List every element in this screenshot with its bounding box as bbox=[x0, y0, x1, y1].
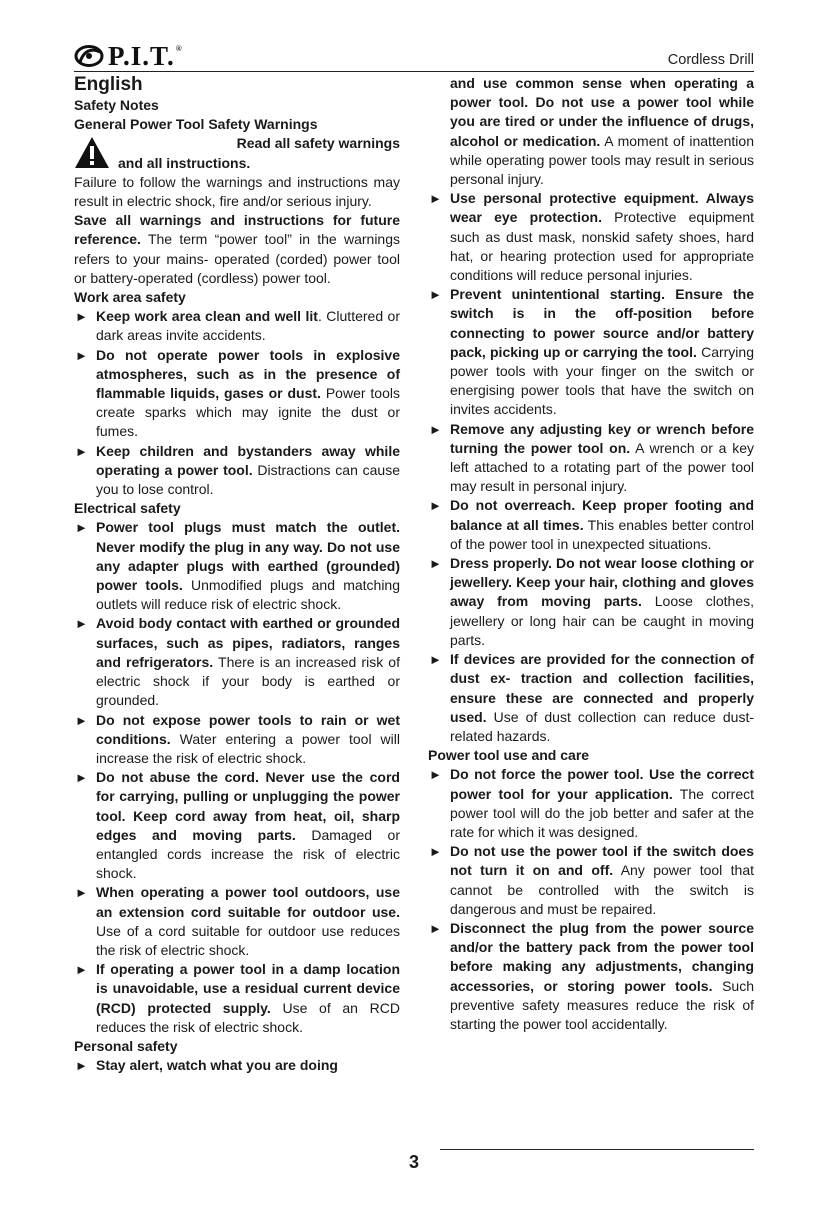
bullet-bold: Prevent unintentional starting. Ensure the switch is in the off-position before connecting to power source and/or battery pack, picking up or carrying the tool. bbox=[450, 286, 754, 360]
bullet-bold: Remove any adjusting key or wrench before turning the power tool on. bbox=[450, 420, 754, 456]
read-warnings-line2: and all instructions. bbox=[118, 154, 251, 171]
bullet-text: A moment of inattention while operating power tools may result in serious personal injury. bbox=[450, 132, 754, 188]
bullet-continuation bbox=[428, 74, 754, 189]
bullet-bold: Do not abuse the cord. Never use the cord for carrying, pulling or unplugging the power tool. Keep cord away from heat, oil, sharp edges and moving parts. bbox=[96, 769, 400, 843]
bullet-arrow-icon: ► bbox=[429, 767, 442, 783]
bullet-arrow-icon: ► bbox=[75, 520, 88, 536]
electrical-heading: Electrical safety bbox=[74, 500, 181, 517]
bullet-bold: Do not use the power tool if the switch does not turn it on and off. bbox=[450, 843, 754, 879]
bullet-arrow-icon: ► bbox=[75, 962, 88, 978]
bullet-item bbox=[74, 346, 400, 442]
read-warnings-notice bbox=[74, 134, 400, 172]
bullet-text: A wrench or a key left attached to a rotating part of the power tool may result in personal injury. bbox=[450, 439, 754, 495]
bullet-text: Such preventive safety measures reduce the risk of starting the power tool accidentally. bbox=[450, 977, 754, 1032]
bullet-bold: Use personal protective equipment. Always wear eye protection. bbox=[450, 190, 754, 226]
bullet-item bbox=[428, 496, 754, 554]
bullet-item bbox=[74, 442, 400, 500]
bullet-bold: Keep work area clean and well lit bbox=[96, 308, 318, 325]
bullet-item bbox=[428, 765, 754, 842]
warning-triangle-icon bbox=[74, 136, 110, 169]
bullet-text: Damaged or entangled cords increase the risk of electric shock. bbox=[96, 826, 400, 882]
save-text: The term “power tool” in the warnings refers to your mains- operated (corded) power tool or battery-operated (cordless) power tool. bbox=[74, 231, 400, 286]
bullet-item bbox=[428, 554, 754, 650]
bullet-item bbox=[74, 960, 400, 1037]
page-number: 3 bbox=[408, 1152, 419, 1172]
bullet-text: This enables better control of the power tool in unexpected situations. bbox=[450, 516, 754, 552]
brand-name: P.I.T. bbox=[108, 40, 175, 71]
bullet-bold: Dress properly. Do not wear loose clothing or jewellery. Keep your hair, clothing and gloves away from moving parts. bbox=[450, 555, 754, 610]
brand-logo bbox=[74, 42, 183, 70]
bullet-arrow-icon: ► bbox=[429, 191, 442, 207]
bullet-bold: Keep children and bystanders away while operating a power tool. bbox=[96, 442, 400, 478]
bullet-item bbox=[428, 842, 754, 919]
bullet-bold: Do not expose power tools to rain or wet conditions. bbox=[96, 711, 400, 747]
left-column bbox=[74, 74, 400, 1075]
bullet-arrow-icon: ► bbox=[75, 712, 88, 728]
bullet-text: Use of dust collection can reduce dust-related hazards. bbox=[450, 708, 754, 744]
bullet-text: Any power tool that cannot be controlled with the switch is dangerous and must be repaired. bbox=[450, 862, 754, 917]
bullet-item bbox=[428, 650, 754, 746]
bullet-text: Carrying power tools with your finger on the switch or energising power tools that have the switch on invites accidents. bbox=[450, 343, 754, 418]
bullet-item bbox=[428, 189, 754, 285]
bullet-arrow-icon: ► bbox=[75, 309, 88, 325]
bullet-text: Distractions can cause you to lose control. bbox=[96, 461, 400, 498]
bullet-item bbox=[74, 518, 400, 614]
bullet-arrow-icon: ► bbox=[75, 347, 88, 363]
save-paragraph bbox=[74, 211, 400, 288]
bullet-bold: If devices are provided for the connection of dust ex- traction and collection facilities, ensure these are connected and properly used. bbox=[450, 651, 754, 725]
bullet-text: There is an increased risk of electric shock if your body is earthed or grounded. bbox=[96, 653, 400, 709]
header-rule bbox=[74, 71, 754, 72]
failure-paragraph: Failure to follow the warnings and instructions may result in electric shock, fire and/or serious injury. bbox=[74, 173, 400, 210]
bullet-text: Use of a cord suitable for outdoor use reduces the risk of electric shock. bbox=[96, 922, 400, 958]
bullet-arrow-icon: ► bbox=[75, 616, 88, 632]
bullet-text: Protective equipment such as dust mask, nonskid safety shoes, hard hat, or hearing protection used for appropriate conditions will reduce personal injuries. bbox=[450, 209, 754, 284]
bullet-bold: Power tool plugs must match the outlet. Never modify the plug in any way. Do not use any adapter plugs with earthed (grounded) power tools. bbox=[96, 519, 400, 594]
registered-mark: ® bbox=[175, 43, 183, 53]
bullet-text: Power tools create sparks which may ignite the dust or fumes. bbox=[96, 385, 400, 440]
bullet-bold: Disconnect the plug from the power source and/or the battery pack from the power tool before making any adjustments, changing accessories, or storing power tools. bbox=[450, 919, 754, 994]
bullet-item bbox=[428, 420, 754, 497]
save-bold: Save all warnings and instructions for future reference. bbox=[74, 212, 400, 248]
bullet-bold: Do not overreach. Keep proper footing and balance at all times. bbox=[450, 497, 754, 533]
work-area-heading: Work area safety bbox=[74, 289, 186, 306]
bullet-bold: Stay alert, watch what you are doing bbox=[96, 1057, 338, 1074]
product-name: Cordless Drill bbox=[667, 52, 754, 68]
bullet-bold: When operating a power tool outdoors, use an extension cord suitable for outdoor use. bbox=[96, 884, 400, 920]
bullet-item bbox=[74, 711, 400, 769]
safety-notes-heading: Safety Notes bbox=[74, 97, 159, 113]
use-care-heading: Power tool use and care bbox=[428, 747, 590, 764]
read-warnings-line1: Read all safety warnings bbox=[236, 135, 400, 152]
bullet-bold: If operating a power tool in a damp location is unavoidable, use a residual current device (RCD) protected supply. bbox=[96, 961, 400, 1016]
bullet-item bbox=[74, 1056, 400, 1075]
bullet-arrow-icon: ► bbox=[429, 287, 442, 303]
bullet-item bbox=[74, 614, 400, 710]
bullet-arrow-icon: ► bbox=[429, 556, 442, 572]
language-heading: English bbox=[74, 74, 143, 95]
bullet-item bbox=[428, 285, 754, 419]
bullet-text: Water entering a power tool will increase the risk of electric shock. bbox=[96, 730, 400, 766]
bullet-arrow-icon: ► bbox=[429, 498, 442, 514]
bullet-arrow-icon: ► bbox=[75, 885, 88, 901]
bullet-text: The correct power tool will do the job better and safer at the rate for which it was designed. bbox=[450, 785, 754, 840]
bullet-text: Use of an RCD reduces the risk of electric shock. bbox=[96, 999, 400, 1035]
bullet-bold: Do not force the power tool. Use the correct power tool for your application. bbox=[450, 766, 754, 802]
bullet-bold: and use common sense when operating a power tool. Do not use a power tool while you are tired or under the influence of drugs, alcohol or medication. bbox=[450, 75, 754, 149]
bullet-text: Unmodified plugs and matching outlets will reduce risk of electric shock. bbox=[96, 577, 400, 613]
bullet-arrow-icon: ► bbox=[429, 844, 442, 860]
bullet-text: Loose clothes, jewellery or long hair can be caught in moving parts. bbox=[450, 593, 755, 648]
bullet-text: . Cluttered or dark areas invite accidents. bbox=[96, 308, 400, 344]
footer-rule bbox=[440, 1149, 754, 1150]
bullet-arrow-icon: ► bbox=[75, 1058, 88, 1074]
general-warnings-heading: General Power Tool Safety Warnings bbox=[74, 116, 318, 133]
bullet-item bbox=[74, 307, 400, 345]
bullet-item bbox=[74, 883, 400, 960]
bullet-bold: Do not operate power tools in explosive atmospheres, such as in the presence of flammable liquids, gases or dust. bbox=[96, 346, 400, 402]
bullet-arrow-icon: ► bbox=[75, 443, 88, 459]
personal-heading: Personal safety bbox=[74, 1037, 178, 1054]
bullet-bold: Avoid body contact with earthed or grounded surfaces, such as pipes, radiators, ranges and refrigerators. bbox=[96, 615, 400, 670]
bullet-arrow-icon: ► bbox=[75, 770, 88, 786]
pit-logo-icon bbox=[74, 44, 104, 68]
right-column bbox=[428, 74, 754, 1034]
bullet-item bbox=[428, 919, 754, 1034]
bullet-arrow-icon: ► bbox=[429, 920, 442, 936]
bullet-arrow-icon: ► bbox=[429, 652, 442, 668]
bullet-arrow-icon: ► bbox=[429, 421, 442, 437]
bullet-item bbox=[74, 768, 400, 883]
